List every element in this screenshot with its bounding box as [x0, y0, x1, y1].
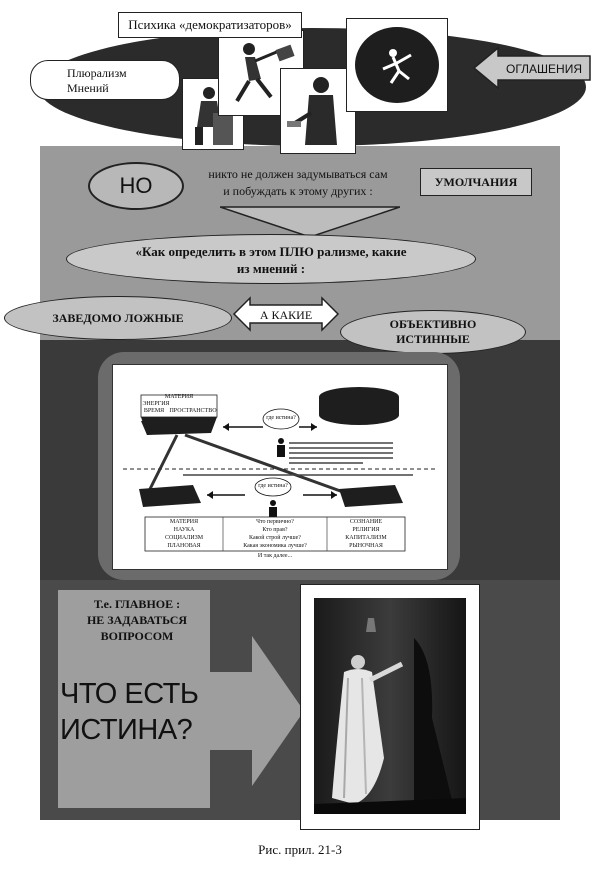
- objectively-true-ellipse: [340, 310, 526, 354]
- slide-where-truth-bottom: где истина?: [258, 483, 288, 489]
- falling-figure-icon: [347, 19, 447, 111]
- no-one-line-2: и побуждать к этому других :: [223, 184, 373, 198]
- main-line-3: ВОПРОСОМ: [100, 629, 174, 643]
- slide-row1-left: МАТЕРИЯ: [169, 519, 199, 525]
- slide-space: ПРОСТРАНСТВО: [169, 408, 217, 414]
- slide-matter: МАТЕРИЯ: [164, 394, 194, 400]
- true-line-1: ОБЪЕКТИВНО: [389, 317, 477, 331]
- slide-row2-mid: Кто прав?: [262, 527, 288, 533]
- slide-row3-mid: Какой строй лучше?: [249, 535, 301, 541]
- what-is-truth-text: [60, 676, 230, 756]
- pilate-painting-image: [314, 598, 466, 814]
- slide-where-truth-top: где истина?: [266, 415, 296, 421]
- no-ellipse: НО: [88, 162, 184, 210]
- businessman-icon: [281, 69, 355, 153]
- main-point-text: [62, 596, 212, 652]
- pluralism-line-2: Мнений: [67, 81, 109, 95]
- slide-row4-right: РЫНОЧНАЯ: [349, 543, 383, 549]
- businessman-photo-card: [280, 68, 356, 154]
- slide-energy: ЭНЕРГИЯ: [142, 401, 170, 407]
- truth-line-2: ИСТИНА?: [60, 714, 193, 746]
- slide-row1-mid: Что первично?: [256, 519, 294, 525]
- pluralism-line-1: Плюрализм: [67, 66, 127, 80]
- bottom-left-block: [139, 485, 201, 507]
- true-line-2: ИСТИННЫЕ: [396, 332, 470, 346]
- knowingly-false-ellipse: ЗАВЕДОМО ЛОЖНЫЕ: [4, 296, 232, 340]
- slide-time: ВРЕМЯ: [143, 408, 165, 414]
- truth-line-1: ЧТО ЕСТЬ: [60, 678, 199, 710]
- democratizers-psyche-title: Психика «демократизаторов»: [118, 12, 302, 38]
- question-ellipse: [66, 234, 476, 284]
- which-label: А КАКИЕ: [259, 308, 313, 322]
- bottom-right-block: [339, 485, 403, 507]
- slide-row1-right: СОЗНАНИЕ: [349, 519, 383, 525]
- slide-row2-right: РЕЛИГИЯ: [352, 527, 380, 533]
- which-double-arrow: [232, 296, 340, 332]
- falling-figure-photo-card: [346, 18, 448, 112]
- agreement-left-arrow: [472, 46, 592, 90]
- question-line-1: «Как определить в этом ПЛЮ рализме, какие: [135, 244, 407, 259]
- figure-caption: Рис. прил. 21-3: [258, 842, 342, 857]
- main-line-2: НЕ ЗАДАВАТЬСЯ: [86, 613, 188, 627]
- slide-and-so-on: И так далее...: [257, 553, 293, 559]
- slide-row2-left: НАУКА: [173, 527, 195, 533]
- silence-label-box: УМОЛЧАНИЯ: [420, 168, 532, 196]
- question-line-2: из мнений :: [236, 261, 306, 276]
- inner-slide: [112, 364, 448, 570]
- no-one-should-think-text: [178, 166, 418, 202]
- agreement-label: ОГЛАШЕНИЯ: [506, 62, 582, 76]
- slide-row3-right: КАПИТАЛИЗМ: [345, 535, 387, 541]
- main-line-1: Т.е. ГЛАВНОЕ :: [93, 597, 181, 611]
- no-one-line-1: никто не должен задумываться сам: [208, 167, 388, 181]
- slide-row4-mid: Какая экономика лучше?: [243, 543, 307, 549]
- slide-row4-left: ПЛАНОВАЯ: [167, 543, 201, 549]
- pluralism-speech-bubble: [30, 60, 180, 100]
- slide-row3-left: СОЦИАЛИЗМ: [164, 535, 204, 541]
